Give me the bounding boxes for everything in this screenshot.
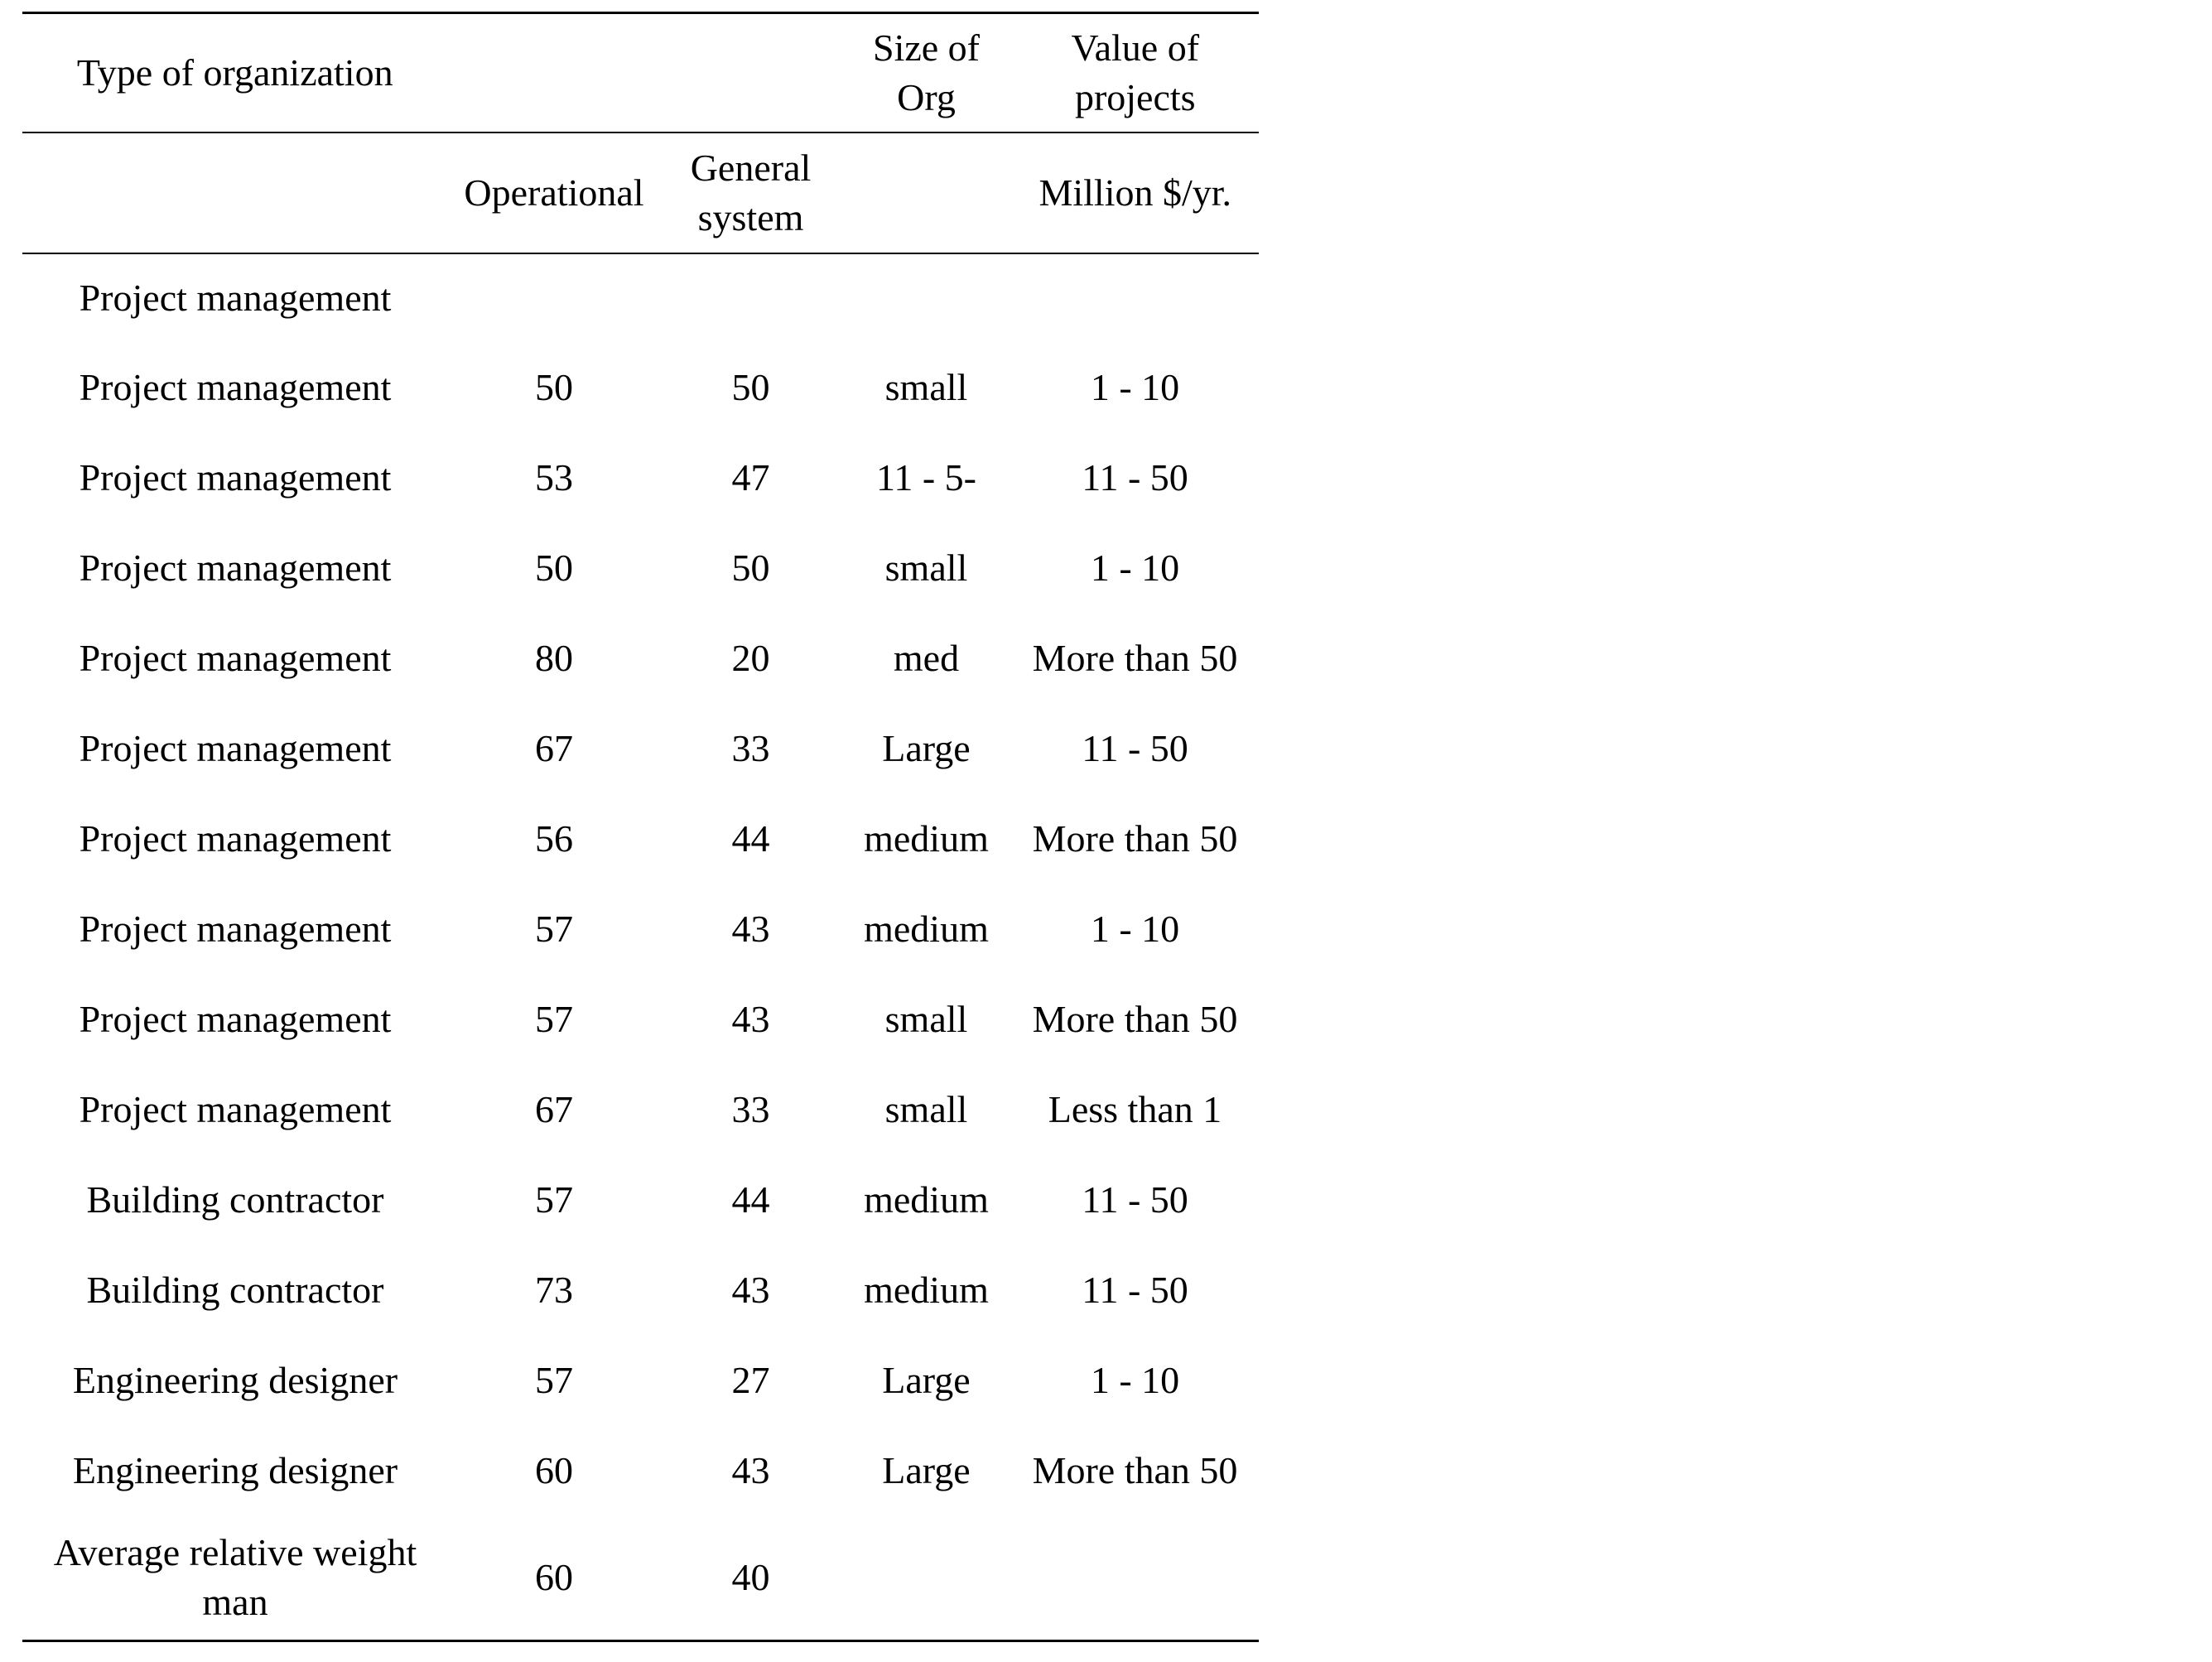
cell-operational: 50	[535, 365, 573, 408]
average-cell-size	[841, 1515, 1011, 1641]
cell-type: Project management	[79, 817, 392, 860]
table-row	[22, 432, 1259, 523]
cell-operational: 67	[535, 1087, 573, 1130]
cell-size: Large	[882, 1448, 971, 1491]
cell-operational: 73	[535, 1268, 573, 1311]
cell-type: Project management	[79, 365, 392, 408]
header-empty-size	[841, 132, 1011, 253]
cell-operational	[448, 253, 660, 342]
table-row	[22, 1335, 1259, 1425]
cell-size: medium	[864, 1178, 989, 1221]
cell-size: 11 - 5-	[876, 455, 976, 499]
table-row	[22, 884, 1259, 974]
cell-operational: 57	[535, 997, 573, 1040]
organization-table	[22, 12, 1259, 1642]
cell-type: Engineering designer	[72, 1358, 398, 1401]
header-empty-type	[22, 132, 448, 253]
cell-value: 11 - 50	[1082, 1178, 1188, 1221]
cell-size: medium	[864, 817, 989, 860]
table-row	[22, 974, 1259, 1064]
cell-value: 1 - 10	[1090, 546, 1180, 589]
cell-size: medium	[864, 907, 989, 950]
cell-size: Large	[882, 726, 971, 769]
cell-operational: 53	[535, 455, 573, 499]
cell-general: 33	[731, 726, 770, 769]
cell-operational: 80	[535, 636, 573, 679]
cell-size: small	[884, 365, 968, 408]
cell-type: Project management	[79, 907, 392, 950]
cell-general: 50	[731, 546, 770, 589]
table-row	[22, 703, 1259, 793]
header-empty-operational	[448, 13, 660, 133]
header-operational: Operational	[448, 132, 660, 253]
cell-value: 11 - 50	[1082, 455, 1188, 499]
table-body	[22, 253, 1259, 1641]
cell-general: 43	[731, 1448, 770, 1491]
average-cell-type: Average relative weight man	[22, 1515, 448, 1641]
header-general-system: General system	[660, 132, 841, 253]
cell-operational: 57	[535, 1358, 573, 1401]
average-cell-operational: 60	[448, 1515, 660, 1641]
cell-type: Project management	[79, 455, 392, 499]
cell-size: medium	[864, 1268, 989, 1311]
cell-value: More than 50	[1032, 636, 1238, 679]
table-row	[22, 342, 1259, 432]
cell-general: 20	[731, 636, 770, 679]
table-row	[22, 1064, 1259, 1154]
cell-general: 43	[731, 907, 770, 950]
cell-general: 33	[731, 1087, 770, 1130]
cell-general	[660, 253, 841, 342]
cell-value: 1 - 10	[1090, 365, 1180, 408]
cell-operational: 57	[535, 1178, 573, 1221]
cell-operational: 50	[535, 546, 573, 589]
header-row-2	[22, 132, 1259, 253]
table-row	[22, 613, 1259, 703]
cell-value: More than 50	[1032, 1448, 1238, 1491]
cell-value: More than 50	[1032, 997, 1238, 1040]
cell-general: 43	[731, 1268, 770, 1311]
cell-value: 1 - 10	[1090, 907, 1180, 950]
cell-type: Project management	[79, 997, 392, 1040]
cell-value: 11 - 50	[1082, 1268, 1188, 1311]
cell-type: Building contractor	[86, 1268, 384, 1311]
cell-value: 1 - 10	[1090, 1358, 1180, 1401]
average-cell-general: 40	[660, 1515, 841, 1641]
table-row	[22, 1425, 1259, 1515]
cell-general: 50	[731, 365, 770, 408]
data-table-container	[22, 12, 1259, 1642]
header-row-1	[22, 13, 1259, 133]
cell-type: Project management	[79, 1087, 392, 1130]
cell-operational: 56	[535, 817, 573, 860]
cell-size: med	[893, 636, 960, 679]
average-cell-value	[1011, 1515, 1259, 1641]
cell-operational: 67	[535, 726, 573, 769]
cell-type: Project management	[79, 726, 392, 769]
average-row	[22, 1515, 1259, 1641]
cell-type: Building contractor	[86, 1178, 384, 1221]
cell-general: 47	[731, 455, 770, 499]
cell-general: 44	[731, 817, 770, 860]
cell-value	[1011, 253, 1259, 342]
header-value-of-projects: Value of projects	[1011, 13, 1259, 133]
cell-size: small	[884, 546, 968, 589]
cell-operational: 60	[535, 1448, 573, 1491]
cell-value: 11 - 50	[1082, 726, 1188, 769]
header-empty-general	[660, 13, 841, 133]
cell-size	[841, 253, 1011, 342]
table-row	[22, 523, 1259, 613]
table-row	[22, 793, 1259, 884]
cell-type: Project management	[79, 277, 392, 319]
cell-type: Project management	[79, 636, 392, 679]
cell-general: 44	[731, 1178, 770, 1221]
table-row	[22, 253, 1259, 342]
cell-general: 43	[731, 997, 770, 1040]
cell-type: Project management	[79, 546, 392, 589]
cell-size: small	[884, 997, 968, 1040]
cell-value: More than 50	[1032, 817, 1238, 860]
table-row	[22, 1245, 1259, 1335]
cell-size: Large	[882, 1358, 971, 1401]
header-size-of-org: Size of Org	[841, 13, 1011, 133]
cell-operational: 57	[535, 907, 573, 950]
cell-size: small	[884, 1087, 968, 1130]
cell-type: Engineering designer	[72, 1448, 398, 1491]
cell-value: Less than 1	[1048, 1087, 1222, 1130]
header-type-of-organization: Type of organization	[22, 13, 448, 133]
table-row	[22, 1154, 1259, 1245]
header-million-per-year: Million $/yr.	[1011, 132, 1259, 253]
cell-general: 27	[731, 1358, 770, 1401]
